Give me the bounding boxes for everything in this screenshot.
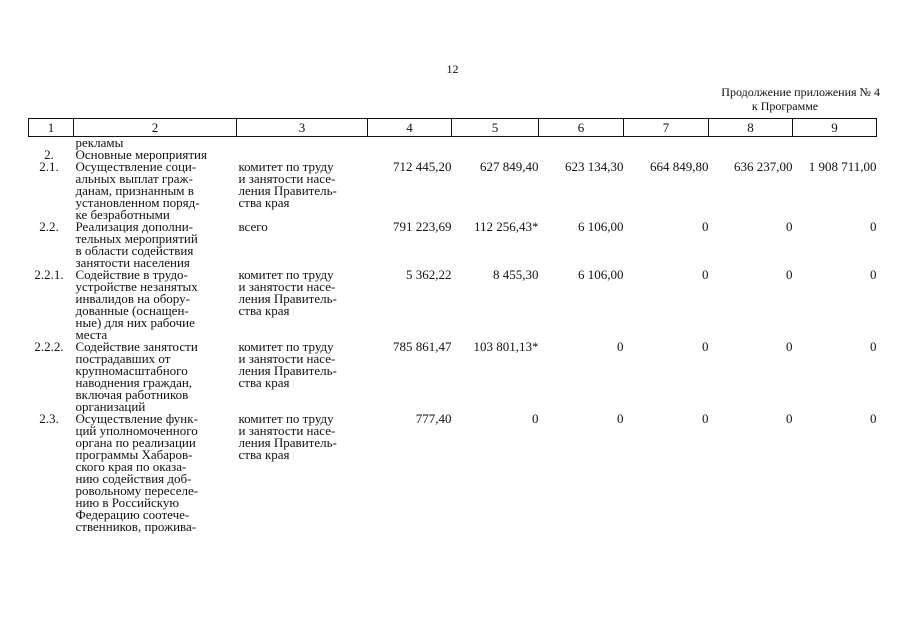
column-header: 8 <box>709 119 793 137</box>
row-value-col6: 623 134,30 <box>565 159 624 174</box>
table-header-row <box>29 119 877 137</box>
row-value-col5: 112 256,43* <box>473 219 539 234</box>
column-header: 1 <box>29 119 74 137</box>
row-value-col4 <box>368 137 452 150</box>
appendix-note <box>690 85 880 113</box>
row-description: Реализация дополни- тельных мероприятий в области содействия занятости населения <box>75 219 198 270</box>
row-description: рекламы <box>75 135 124 150</box>
row-value-col5: 627 849,40 <box>480 159 539 174</box>
column-header: 3 <box>237 119 368 137</box>
row-value-col7: 0 <box>702 339 709 354</box>
row-responsible: комитет по труду и занятости насе- ления Правитель- ства края <box>238 339 337 390</box>
row-responsible: комитет по труду и занятости насе- ления Правитель- ства края <box>238 267 337 318</box>
row-value-col8: 0 <box>786 219 793 234</box>
row-value-col6 <box>539 137 624 150</box>
row-value-col9 <box>793 137 877 150</box>
row-number: 2.2.1. <box>34 267 64 282</box>
row-value-col7: 0 <box>702 411 709 426</box>
row-value-col5 <box>452 137 539 150</box>
row-responsible: всего <box>238 219 268 234</box>
row-description: Осуществление соци- альных выплат граж- данам, признанным в установленном поряд- ке безработными <box>75 159 200 222</box>
row-value-col9: 0 <box>870 411 877 426</box>
program-table <box>28 118 877 533</box>
row-value-col9: 0 <box>870 219 877 234</box>
row-description: Осуществление функ- ций уполномоченного органа по реализации программы Хабаров- ского края по оказа- нию содействия доб- ровольному переселе- нию в Российскую Федерацию соотече- ственников, прожива- <box>75 411 199 534</box>
column-header: 6 <box>539 119 624 137</box>
row-value-col5: 103 801,13* <box>473 339 539 354</box>
row-value-col7: 0 <box>702 219 709 234</box>
row-responsible: комитет по труду и занятости насе- ления Правитель- ства края <box>238 411 337 462</box>
row-value-col6: 0 <box>617 411 624 426</box>
row-value-col5: 8 455,30 <box>493 267 539 282</box>
row-value-col8: 0 <box>786 339 793 354</box>
column-header: 2 <box>74 119 237 137</box>
row-value-col8: 0 <box>786 267 793 282</box>
column-header: 5 <box>452 119 539 137</box>
table-row <box>29 413 877 533</box>
row-value-col5: 0 <box>532 411 539 426</box>
row-value-col7: 664 849,80 <box>650 159 709 174</box>
table-row <box>29 269 877 341</box>
row-value-col4: 777,40 <box>415 411 452 426</box>
table-row <box>29 341 877 413</box>
row-number: 2.3. <box>39 411 59 426</box>
column-header: 9 <box>793 119 877 137</box>
row-value-col6: 0 <box>617 339 624 354</box>
row-responsible: комитет по труду и занятости насе- ления Правитель- ства края <box>238 159 337 210</box>
row-value-col7: 0 <box>702 267 709 282</box>
row-responsible <box>237 137 368 150</box>
row-value-col9: 0 <box>870 339 877 354</box>
row-description: Содействие занятости пострадавших от крупномасштабного наводнения граждан, включая работников организаций <box>75 339 198 414</box>
row-number: 2.1. <box>39 159 59 174</box>
table-row <box>29 221 877 269</box>
row-value-col6: 6 106,00 <box>578 219 624 234</box>
row-value-col8 <box>709 137 793 150</box>
row-number: 2.2.2. <box>34 339 64 354</box>
table-row <box>29 161 877 221</box>
row-number: 2.2. <box>39 219 59 234</box>
appendix-note-line2: к Программе <box>751 99 819 113</box>
row-value-col6: 6 106,00 <box>578 267 624 282</box>
row-value-col8: 0 <box>786 411 793 426</box>
row-value-col9: 0 <box>870 267 877 282</box>
row-value-col9: 1 908 711,00 <box>808 159 877 174</box>
row-value-col4: 712 445,20 <box>393 159 452 174</box>
row-value-col8: 636 237,00 <box>734 159 793 174</box>
row-value-col4: 785 861,47 <box>393 339 452 354</box>
row-value-col4: 5 362,22 <box>406 267 452 282</box>
row-description: Основные мероприятия <box>75 147 207 162</box>
column-header: 7 <box>624 119 709 137</box>
column-header: 4 <box>368 119 452 137</box>
row-description: Содействие в трудо- устройстве незанятых инвалидов на обору- дованные (оснащен- ные) для них рабочие места <box>75 267 198 342</box>
row-value-col7 <box>624 137 709 150</box>
page-number: 12 <box>446 62 459 76</box>
row-value-col4: 791 223,69 <box>393 219 452 234</box>
appendix-note-line1: Продолжение приложения № 4 <box>721 85 880 99</box>
row-number: 2. <box>44 147 54 162</box>
